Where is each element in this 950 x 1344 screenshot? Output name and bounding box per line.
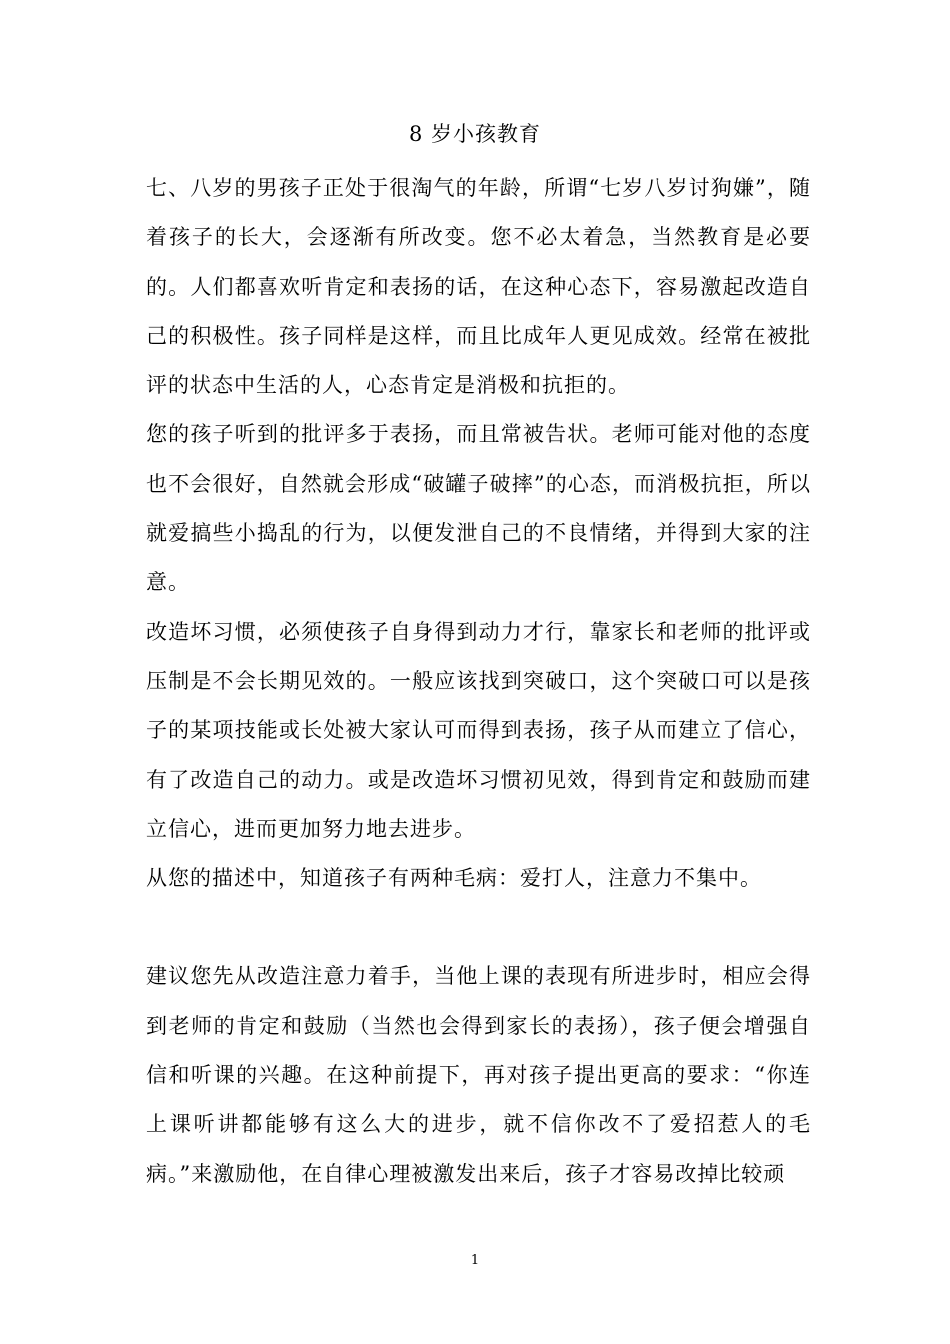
paragraph-3: 改造坏习惯，必须使孩子自身得到动力才行，靠家长和老师的批评或压制是不会长期见效的。一般应该找到突破口，这个突破口可以是孩子的某项技能或长处被大家认可而得到表扬，孩子从而建立了信心，有了改造自己的动力。或是改造坏习惯初见效，得到肯定和鼓励而建立信心，进而更加努力地去进步。: [146, 619, 811, 841]
paragraph-2: 您的孩子听到的批评多于表扬，而且常被告状。老师可能对他的态度也不会很好，自然就会形成“破罐子破摔”的心态，而消极抗拒，所以就爱搞些小捣乱的行为，以便发泄自己的不良情绪，并得到大家的注意。: [146, 422, 811, 595]
document-title: 8 岁小孩教育: [408, 122, 542, 146]
document-body: [146, 164, 811, 1199]
page-number: 1: [470, 1253, 480, 1268]
paragraph-4: 从您的描述中，知道孩子有两种毛病：爱打人，注意力不集中。: [146, 866, 762, 891]
paragraph-5: 建议您先从改造注意力着手，当他上课的表现有所进步时，相应会得到老师的肯定和鼓励（当然也会得到家长的表扬），孩子便会增强自信和听课的兴趣。在这种前提下，再对孩子提出更高的要求：“你连上课听讲都能够有这么大的进步，就不信你改不了爱招惹人的毛病。”来激励他，在自律心理被激发出来后，孩子才容易改掉比较顽: [146, 964, 811, 1186]
paragraph-1: 七、八岁的男孩子正处于很淘气的年龄，所谓“七岁八岁讨狗嫌”，随着孩子的长大，会逐渐有所改变。您不必太着急，当然教育是必要的。人们都喜欢听肯定和表扬的话，在这种心态下，容易激起改造自己的积极性。孩子同样是这样，而且比成年人更见成效。经常在被批评的状态中生活的人，心态肯定是消极和抗拒的。: [146, 176, 811, 398]
